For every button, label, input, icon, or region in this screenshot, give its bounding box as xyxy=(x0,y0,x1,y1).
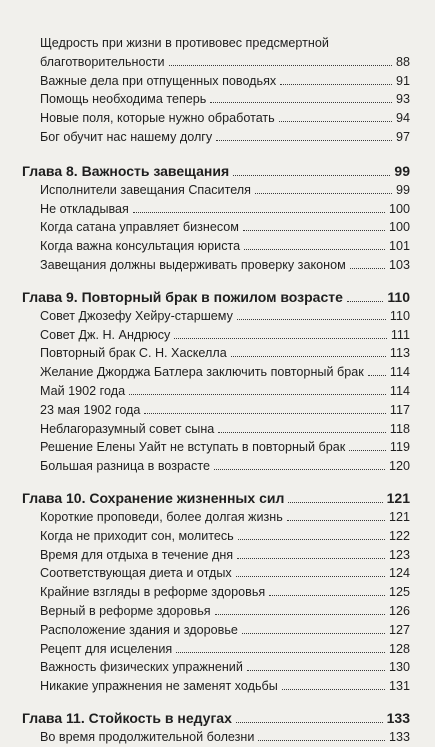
toc-entry xyxy=(0,237,435,256)
toc-entry-text: Короткие проповеди, более долгая жизнь xyxy=(40,509,283,524)
toc-entry xyxy=(0,256,435,275)
dot-leader xyxy=(214,469,385,470)
toc-entry xyxy=(0,307,435,326)
toc-entry-page: 88 xyxy=(395,54,410,69)
chapter-title: Глава 11. Стойкость в недугах xyxy=(22,709,232,726)
chapter-page: 121 xyxy=(386,489,410,506)
dot-leader xyxy=(347,301,384,302)
dot-leader xyxy=(368,375,386,376)
toc-entry-text: 23 мая 1902 года xyxy=(40,402,141,417)
toc-entry-text: Расположение здания и здоровье xyxy=(40,622,238,637)
toc-entry-page: 130 xyxy=(388,660,410,675)
toc-entry-page: 118 xyxy=(389,421,410,436)
toc-entry xyxy=(0,326,435,345)
toc-entry-page: 120 xyxy=(388,459,410,474)
toc-entry xyxy=(0,602,435,621)
toc-entry-page: 114 xyxy=(389,365,410,380)
dot-leader xyxy=(174,338,387,339)
toc-entry-text: Когда важна консультация юриста xyxy=(40,239,241,254)
toc-entry-text: Май 1902 года xyxy=(40,383,126,398)
toc-entry-page: 94 xyxy=(395,111,410,126)
dot-leader xyxy=(233,175,390,176)
dot-leader xyxy=(349,450,386,451)
toc-entry-page: 110 xyxy=(389,308,410,323)
toc-entry-text: Во время продолжительной болезни xyxy=(40,729,255,744)
toc-entry xyxy=(0,401,435,420)
toc-entry xyxy=(0,621,435,640)
toc-entry xyxy=(0,658,435,677)
chapter-page: 99 xyxy=(394,162,410,179)
toc-entry-page: 126 xyxy=(388,603,410,618)
dot-leader xyxy=(279,121,392,122)
toc-entry-text: Важность физических упражнений xyxy=(40,660,243,675)
dot-leader xyxy=(280,84,392,85)
dot-leader xyxy=(236,576,385,577)
toc-entry xyxy=(0,527,435,546)
toc-entry xyxy=(0,72,435,91)
toc-entry-text: Помощь необходима теперь xyxy=(40,92,207,107)
dot-leader xyxy=(237,319,386,320)
toc-entry-text: Верный в реформе здоровья xyxy=(40,603,211,618)
dot-leader xyxy=(144,413,386,414)
dot-leader xyxy=(210,102,392,103)
toc-entry-text: Неблагоразумный совет сына xyxy=(40,421,215,436)
dot-leader xyxy=(350,268,385,269)
chapter-title: Глава 8. Важность завещания xyxy=(22,162,230,179)
dot-leader xyxy=(176,652,385,653)
toc-entry-text: Большая разница в возрасте xyxy=(40,459,210,474)
toc-entry xyxy=(0,382,435,401)
dot-leader xyxy=(216,140,392,141)
dot-leader xyxy=(288,502,382,503)
dot-leader xyxy=(237,558,385,559)
toc-entry xyxy=(0,420,435,439)
dot-leader xyxy=(218,432,386,433)
toc-entry xyxy=(0,564,435,583)
toc-entry xyxy=(0,728,435,747)
toc-entry-text: Рецепт для исцеления xyxy=(40,641,173,656)
dot-leader xyxy=(215,614,385,615)
toc-entry-text: Завещания должны выдерживать проверку законом xyxy=(40,257,346,272)
toc-entry-page: 99 xyxy=(395,182,410,197)
toc-entry-page: 121 xyxy=(388,509,410,524)
toc-entry-page: 123 xyxy=(388,547,410,562)
toc-entry xyxy=(0,344,435,363)
toc-entry-text: Желание Джорджа Батлера заключить повторный брак xyxy=(40,365,364,380)
toc-entry-text: Бог обучит нас нашему долгу xyxy=(40,129,213,144)
toc-entry-text: Важные дела при отпущенных поводьях xyxy=(40,73,277,88)
dot-leader xyxy=(242,633,385,634)
toc-entry-page: 97 xyxy=(395,129,410,144)
toc-entry xyxy=(0,53,435,72)
toc-entry-text: Когда сатана управляет бизнесом xyxy=(40,220,239,235)
toc-entry xyxy=(0,677,435,696)
dot-leader xyxy=(282,689,385,690)
toc-entry-page: 127 xyxy=(388,622,410,637)
dot-leader xyxy=(243,230,385,231)
dot-leader xyxy=(231,356,386,357)
toc-entry-text: Совет Джозефу Хейру-старшему xyxy=(40,308,233,323)
toc-entry xyxy=(0,438,435,457)
toc-entry-text: Решение Елены Уайт не вступать в повторный брак xyxy=(40,440,346,455)
toc-entry xyxy=(0,109,435,128)
toc-entry-page: 100 xyxy=(388,220,410,235)
toc-entry-page: 91 xyxy=(395,73,410,88)
toc-entry-text: Новые поля, которые нужно обработать xyxy=(40,111,275,126)
toc-entry-page: 122 xyxy=(388,528,410,543)
toc-entry-text: Не откладывая xyxy=(40,201,129,216)
toc-entry-page: 119 xyxy=(389,440,410,455)
toc-entry-text: Щедрость при жизни в противовес предсмертной xyxy=(40,36,329,50)
toc-entry-text: Время для отдыха в течение дня xyxy=(40,547,234,562)
dot-leader xyxy=(238,539,385,540)
dot-leader xyxy=(269,595,385,596)
toc-entry-page: 113 xyxy=(389,346,410,361)
toc-entry xyxy=(0,200,435,219)
toc-entry-text: Совет Дж. Н. Андрюсу xyxy=(40,327,171,342)
toc-entry xyxy=(0,640,435,659)
toc-entry xyxy=(0,546,435,565)
toc-entry-page: 114 xyxy=(389,383,410,398)
toc-entry-text: Исполнители завещания Спасителя xyxy=(40,182,251,197)
toc-entry-page: 111 xyxy=(390,327,410,342)
dot-leader xyxy=(247,670,385,671)
chapter-heading xyxy=(0,708,435,728)
dot-leader xyxy=(244,249,385,250)
toc-entry-page: 101 xyxy=(388,239,410,254)
toc-entry-page: 117 xyxy=(389,402,410,417)
toc-entry-page: 131 xyxy=(388,679,410,694)
chapter-page: 133 xyxy=(386,709,410,726)
toc-entry-text: благотворительности xyxy=(40,54,165,69)
dot-leader xyxy=(236,722,383,723)
toc-entry-page: 100 xyxy=(388,201,410,216)
toc-entry-page: 103 xyxy=(388,257,410,272)
dot-leader xyxy=(133,212,385,213)
table-of-contents xyxy=(0,34,435,747)
toc-entry xyxy=(0,583,435,602)
toc-entry-text: Когда не приходит сон, молитесь xyxy=(40,528,234,543)
chapter-heading xyxy=(0,488,435,508)
toc-entry-page: 128 xyxy=(388,641,410,656)
toc-entry-page: 133 xyxy=(388,729,410,744)
toc-entry xyxy=(0,34,435,53)
toc-entry-page: 93 xyxy=(395,92,410,107)
toc-entry-text: Соответствующая диета и отдых xyxy=(40,566,232,581)
dot-leader xyxy=(258,740,385,741)
dot-leader xyxy=(255,193,392,194)
chapter-heading xyxy=(0,287,435,307)
dot-leader xyxy=(287,520,385,521)
toc-entry-page: 124 xyxy=(388,566,410,581)
dot-leader xyxy=(169,65,392,66)
toc-entry xyxy=(0,508,435,527)
toc-entry xyxy=(0,363,435,382)
toc-entry xyxy=(0,128,435,147)
toc-entry-text: Крайние взгляды в реформе здоровья xyxy=(40,585,266,600)
toc-entry xyxy=(0,181,435,200)
chapter-title: Глава 9. Повторный брак в пожилом возрасте xyxy=(22,288,343,305)
chapter-page: 110 xyxy=(387,288,410,305)
toc-entry-text: Повторный брак С. Н. Хаскелла xyxy=(40,346,227,361)
toc-entry xyxy=(0,457,435,476)
toc-entry-text: Никакие упражнения не заменят ходьбы xyxy=(40,679,278,694)
toc-entry xyxy=(0,90,435,109)
toc-entry-page: 125 xyxy=(388,585,410,600)
toc-entry xyxy=(0,218,435,237)
chapter-heading xyxy=(0,161,435,181)
dot-leader xyxy=(129,394,386,395)
chapter-title: Глава 10. Сохранение жизненных сил xyxy=(22,489,285,506)
